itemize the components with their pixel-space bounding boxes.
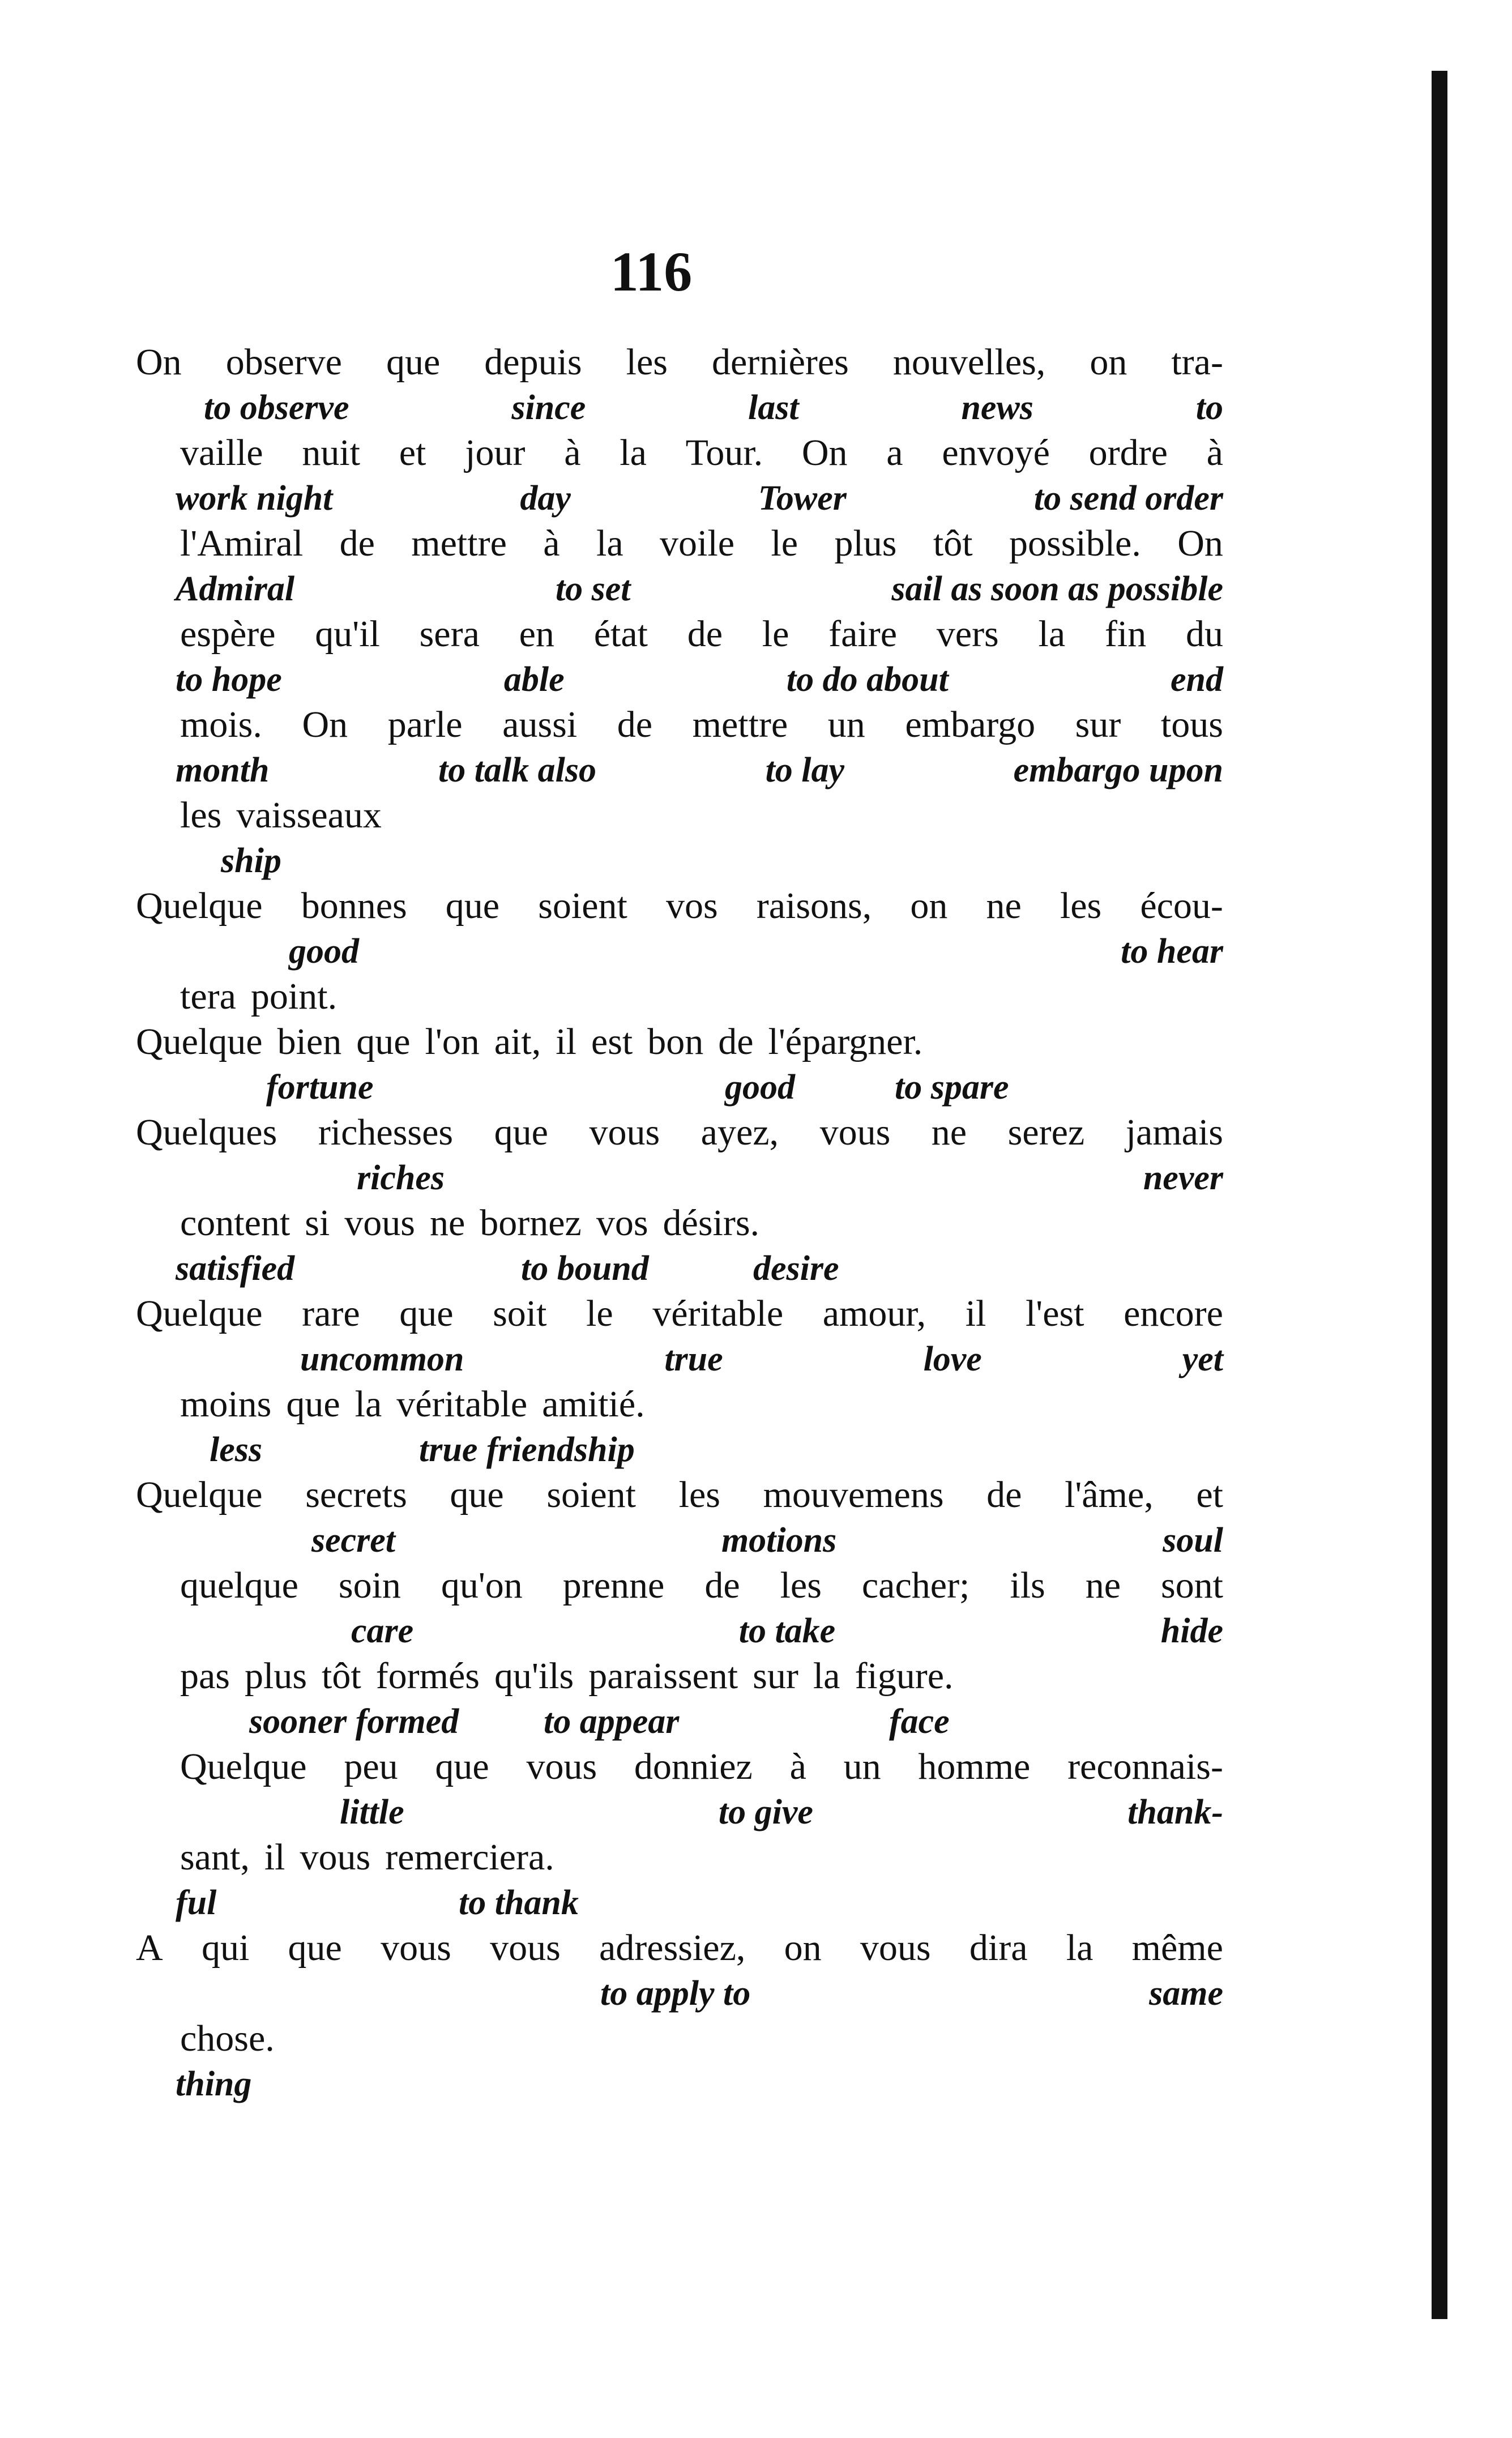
- french-line: [136, 612, 1223, 657]
- french-word: Quelque: [136, 885, 263, 926]
- french-word: ne: [429, 1202, 465, 1244]
- french-word: mettre: [692, 704, 788, 745]
- french-word: un: [843, 1746, 881, 1787]
- english-gloss: to bound: [521, 1249, 649, 1288]
- french-word: soient: [538, 885, 627, 926]
- french-word: le: [762, 613, 789, 655]
- french-word: il: [965, 1293, 986, 1334]
- french-word: la: [620, 432, 647, 473]
- french-word: qu'ils: [494, 1655, 574, 1697]
- french-line: [136, 1472, 1223, 1518]
- french-word: prenne: [562, 1565, 665, 1606]
- french-word: envoyé: [942, 432, 1050, 473]
- french-word: vos: [596, 1202, 648, 1244]
- french-word: soit: [493, 1293, 547, 1334]
- french-word: A: [136, 1927, 163, 1969]
- french-word: un: [827, 704, 865, 745]
- french-word: la: [1066, 1927, 1094, 1969]
- french-word: figure.: [855, 1655, 954, 1697]
- english-gloss: never: [1143, 1159, 1223, 1197]
- english-gloss: fortune: [266, 1068, 374, 1107]
- french-word: sont: [1160, 1565, 1223, 1606]
- english-gloss-line: [136, 2061, 1223, 2107]
- english-gloss: care: [351, 1612, 414, 1650]
- french-line: [136, 1019, 1223, 1065]
- french-word: plus: [244, 1655, 307, 1697]
- english-gloss: ship: [221, 842, 281, 880]
- english-gloss-line: [136, 1880, 1223, 1925]
- french-word: faire: [828, 613, 898, 655]
- french-word: On: [302, 704, 348, 745]
- english-gloss: face: [889, 1702, 950, 1741]
- french-word: à: [1206, 432, 1223, 473]
- french-word: état: [593, 613, 648, 655]
- english-gloss-line: [136, 1337, 1223, 1382]
- french-word: que: [356, 1021, 411, 1062]
- french-word: Quelque: [136, 1293, 263, 1334]
- french-line: [136, 1291, 1223, 1337]
- english-gloss: embargo upon: [1013, 751, 1223, 789]
- french-word: On: [801, 432, 848, 473]
- french-word: à: [543, 523, 560, 564]
- french-word: vous: [381, 1927, 451, 1969]
- english-gloss: month: [176, 751, 270, 789]
- french-line: [136, 1382, 1223, 1427]
- english-gloss: end: [1170, 660, 1223, 699]
- french-word: il: [264, 1837, 285, 1878]
- french-word: la: [596, 523, 623, 564]
- english-gloss-line: [136, 1518, 1223, 1563]
- french-word: a: [886, 432, 903, 473]
- english-gloss: less: [210, 1431, 262, 1469]
- page-edge-rule: [1432, 71, 1447, 2319]
- french-word: vous: [344, 1202, 415, 1244]
- french-word: plus: [834, 523, 897, 564]
- english-gloss: to do about: [786, 660, 949, 699]
- english-gloss-line: [136, 1246, 1223, 1291]
- french-word: ait,: [494, 1021, 541, 1062]
- french-line: [136, 1563, 1223, 1608]
- english-gloss: day: [520, 479, 571, 518]
- french-word: peu: [344, 1746, 398, 1787]
- french-word: on: [1090, 341, 1127, 383]
- french-word: l'âme,: [1065, 1474, 1154, 1515]
- french-word: est: [591, 1021, 633, 1062]
- english-gloss: to observe: [204, 388, 349, 427]
- french-word: Tour.: [685, 432, 763, 473]
- english-gloss: to spare: [895, 1068, 1009, 1107]
- french-word: et: [399, 432, 426, 473]
- french-word: embargo: [905, 704, 1036, 745]
- english-gloss-line: [136, 385, 1223, 430]
- french-word: à: [564, 432, 581, 473]
- french-word: formés: [375, 1655, 480, 1697]
- french-word: la: [1038, 613, 1066, 655]
- french-word: et: [1196, 1474, 1223, 1515]
- french-word: désirs.: [663, 1202, 760, 1244]
- french-word: que: [386, 341, 441, 383]
- english-gloss: to talk also: [438, 751, 597, 789]
- english-gloss: uncommon: [300, 1340, 464, 1378]
- english-gloss: to apply to: [600, 1974, 751, 2013]
- french-line: [136, 1201, 1223, 1246]
- french-word: le: [771, 523, 798, 564]
- english-gloss-line: [136, 1155, 1223, 1201]
- french-word: vous: [860, 1927, 931, 1969]
- english-gloss-line: [136, 566, 1223, 612]
- french-word: qui: [201, 1927, 250, 1969]
- french-word: vaisseaux: [236, 795, 382, 836]
- english-gloss: to take: [738, 1612, 836, 1650]
- french-word: quelque: [180, 1565, 298, 1606]
- english-gloss: to thank: [459, 1884, 579, 1922]
- english-gloss-line: [136, 1790, 1223, 1835]
- french-word: sur: [753, 1655, 798, 1697]
- french-word: reconnais-: [1067, 1746, 1223, 1787]
- french-word: moins: [180, 1384, 272, 1425]
- french-word: jour: [465, 432, 526, 473]
- french-word: tôt: [933, 523, 973, 564]
- french-word: vous: [300, 1837, 371, 1878]
- french-line: [136, 521, 1223, 566]
- french-word: que: [445, 885, 500, 926]
- english-gloss: ful: [176, 1884, 217, 1922]
- english-gloss: yet: [1182, 1340, 1223, 1378]
- french-word: tra-: [1171, 341, 1223, 383]
- french-word: en: [519, 613, 554, 655]
- english-gloss: good: [725, 1068, 795, 1107]
- french-word: mois.: [180, 704, 262, 745]
- french-word: on: [784, 1927, 822, 1969]
- french-word: nouvelles,: [892, 341, 1046, 383]
- french-word: ne: [931, 1112, 967, 1153]
- english-gloss: since: [511, 388, 586, 427]
- english-gloss: secret: [311, 1521, 396, 1560]
- french-line: [136, 1925, 1223, 1971]
- glossed-text-block: [136, 340, 1223, 2107]
- french-word: le: [586, 1293, 613, 1334]
- english-gloss: to send order: [1033, 479, 1223, 518]
- english-gloss-line: [136, 838, 1223, 883]
- french-word: de: [704, 1565, 740, 1606]
- french-word: il: [556, 1021, 576, 1062]
- french-word: amour,: [822, 1293, 926, 1334]
- english-gloss: little: [340, 1793, 404, 1831]
- page-number: 116: [610, 240, 693, 303]
- french-word: tera: [180, 976, 236, 1017]
- french-word: Quelques: [136, 1112, 277, 1153]
- french-word: même: [1131, 1927, 1223, 1969]
- french-word: sur: [1075, 704, 1121, 745]
- french-word: du: [1185, 613, 1223, 655]
- french-word: que: [286, 1384, 340, 1425]
- french-word: vos: [665, 885, 718, 926]
- french-line: [136, 1744, 1223, 1790]
- french-word: sera: [419, 613, 480, 655]
- french-word: véritable: [396, 1384, 528, 1425]
- french-word: bornez: [480, 1202, 582, 1244]
- french-word: ne: [1085, 1565, 1121, 1606]
- french-word: de: [339, 523, 375, 564]
- english-gloss-line: [136, 476, 1223, 521]
- french-word: tôt: [322, 1655, 361, 1697]
- english-gloss: to: [1195, 388, 1223, 427]
- french-word: point.: [250, 976, 338, 1017]
- french-word: vous: [490, 1927, 561, 1969]
- english-gloss: desire: [753, 1249, 839, 1288]
- french-word: espère: [180, 613, 276, 655]
- french-word: mouvemens: [763, 1474, 944, 1515]
- english-gloss-line: [136, 1427, 1223, 1472]
- french-word: Quelque: [136, 1474, 263, 1515]
- french-word: l'épargner.: [768, 1021, 923, 1062]
- french-word: la: [354, 1384, 382, 1425]
- english-gloss: thank-: [1127, 1793, 1223, 1831]
- french-word: que: [435, 1746, 489, 1787]
- french-word: soin: [338, 1565, 401, 1606]
- french-word: de: [687, 613, 723, 655]
- french-word: vous: [589, 1112, 660, 1153]
- english-gloss-line: [136, 1065, 1223, 1110]
- english-gloss: good: [289, 932, 359, 971]
- french-word: mettre: [411, 523, 507, 564]
- french-word: content: [180, 1202, 291, 1244]
- french-word: donniez: [634, 1746, 753, 1787]
- french-word: les: [626, 341, 668, 383]
- french-word: de: [718, 1021, 754, 1062]
- french-word: l'est: [1025, 1293, 1084, 1334]
- english-gloss: Tower: [758, 479, 847, 518]
- french-line: [136, 2016, 1223, 2061]
- english-gloss: hide: [1160, 1612, 1223, 1650]
- french-word: bon: [647, 1021, 704, 1062]
- french-word: amitié.: [542, 1384, 645, 1425]
- french-word: véritable: [652, 1293, 784, 1334]
- french-word: que: [288, 1927, 342, 1969]
- english-gloss: true friendship: [419, 1431, 635, 1469]
- french-word: chose.: [180, 2018, 275, 2059]
- english-gloss: sooner formed: [249, 1702, 459, 1741]
- english-gloss-line: [136, 929, 1223, 974]
- french-word: pas: [180, 1655, 230, 1697]
- french-line: [136, 1654, 1223, 1699]
- french-line: [136, 1110, 1223, 1155]
- english-gloss: news: [961, 388, 1033, 427]
- french-line: [136, 702, 1223, 748]
- french-word: que: [494, 1112, 548, 1153]
- french-word: que: [399, 1293, 454, 1334]
- french-word: l'on: [425, 1021, 480, 1062]
- french-word: de: [986, 1474, 1022, 1515]
- french-word: parle: [387, 704, 463, 745]
- english-gloss-line: [136, 748, 1223, 793]
- english-gloss-line: [136, 1699, 1223, 1744]
- french-word: vers: [936, 613, 999, 655]
- french-word: qu'il: [315, 613, 380, 655]
- french-word: richesses: [318, 1112, 454, 1153]
- french-line: [136, 1835, 1223, 1880]
- french-word: observe: [225, 341, 342, 383]
- french-word: cacher;: [861, 1565, 970, 1606]
- french-word: soient: [546, 1474, 636, 1515]
- french-word: bonnes: [301, 885, 407, 926]
- french-word: vous: [819, 1112, 891, 1153]
- french-word: adressiez,: [599, 1927, 746, 1969]
- french-word: jamais: [1125, 1112, 1223, 1153]
- french-line: [136, 793, 1223, 838]
- french-line: [136, 430, 1223, 476]
- french-word: que: [450, 1474, 504, 1515]
- french-word: rare: [302, 1293, 360, 1334]
- french-word: sant,: [180, 1837, 250, 1878]
- english-gloss: true: [664, 1340, 723, 1378]
- english-gloss: motions: [721, 1521, 837, 1560]
- french-word: tous: [1160, 704, 1223, 745]
- french-word: qu'on: [441, 1565, 523, 1606]
- french-line: [136, 974, 1223, 1019]
- french-word: vaille: [180, 432, 263, 473]
- french-word: Quelque: [136, 1021, 263, 1062]
- english-gloss-line: [136, 1608, 1223, 1654]
- french-line: [136, 883, 1223, 929]
- english-gloss: to appear: [544, 1702, 680, 1741]
- french-word: Quelque: [180, 1746, 307, 1787]
- french-line: [136, 340, 1223, 385]
- english-gloss: thing: [176, 2065, 252, 2103]
- english-gloss-line: [136, 657, 1223, 702]
- french-word: les: [780, 1565, 822, 1606]
- french-word: les: [1060, 885, 1102, 926]
- french-word: de: [617, 704, 653, 745]
- french-word: homme: [918, 1746, 1031, 1787]
- french-word: paraissent: [588, 1655, 738, 1697]
- french-word: ayez,: [701, 1112, 779, 1153]
- french-word: possible.: [1009, 523, 1141, 564]
- french-word: raisons,: [756, 885, 872, 926]
- english-gloss: riches: [357, 1159, 445, 1197]
- french-word: on: [910, 885, 948, 926]
- english-gloss: to lay: [765, 751, 845, 789]
- french-word: encore: [1124, 1293, 1223, 1334]
- french-word: les: [678, 1474, 720, 1515]
- french-word: secrets: [305, 1474, 407, 1515]
- french-word: si: [305, 1202, 330, 1244]
- english-gloss: last: [748, 388, 799, 427]
- french-word: la: [813, 1655, 840, 1697]
- french-word: vous: [526, 1746, 597, 1787]
- english-gloss: to hope: [176, 660, 282, 699]
- french-word: l'Amiral: [180, 523, 304, 564]
- french-word: dernières: [711, 341, 849, 383]
- english-gloss-line: [136, 1971, 1223, 2016]
- english-gloss: love: [923, 1340, 982, 1378]
- french-word: aussi: [502, 704, 578, 745]
- french-word: On: [1177, 523, 1223, 564]
- french-word: écou-: [1140, 885, 1223, 926]
- french-word: dira: [969, 1927, 1028, 1969]
- french-word: bien: [277, 1021, 342, 1062]
- french-word: ne: [986, 885, 1022, 926]
- french-word: les: [180, 795, 222, 836]
- french-word: On: [136, 341, 182, 383]
- english-gloss: work night: [176, 479, 333, 518]
- french-word: depuis: [484, 341, 582, 383]
- french-word: fin: [1104, 613, 1147, 655]
- english-gloss: soul: [1163, 1521, 1223, 1560]
- english-gloss: to give: [718, 1793, 813, 1831]
- english-gloss: able: [503, 660, 565, 699]
- english-gloss: same: [1149, 1974, 1223, 2013]
- french-word: serez: [1007, 1112, 1085, 1153]
- english-gloss: Admiral: [176, 570, 295, 608]
- french-word: ils: [1010, 1565, 1045, 1606]
- french-word: nuit: [302, 432, 361, 473]
- french-word: remerciera.: [385, 1837, 554, 1878]
- english-gloss: sail as soon as possible: [891, 570, 1223, 608]
- french-word: à: [789, 1746, 806, 1787]
- french-word: ordre: [1088, 432, 1168, 473]
- french-word: voile: [660, 523, 734, 564]
- english-gloss: satisfied: [176, 1249, 295, 1288]
- english-gloss: to set: [555, 570, 631, 608]
- english-gloss: to hear: [1121, 932, 1223, 971]
